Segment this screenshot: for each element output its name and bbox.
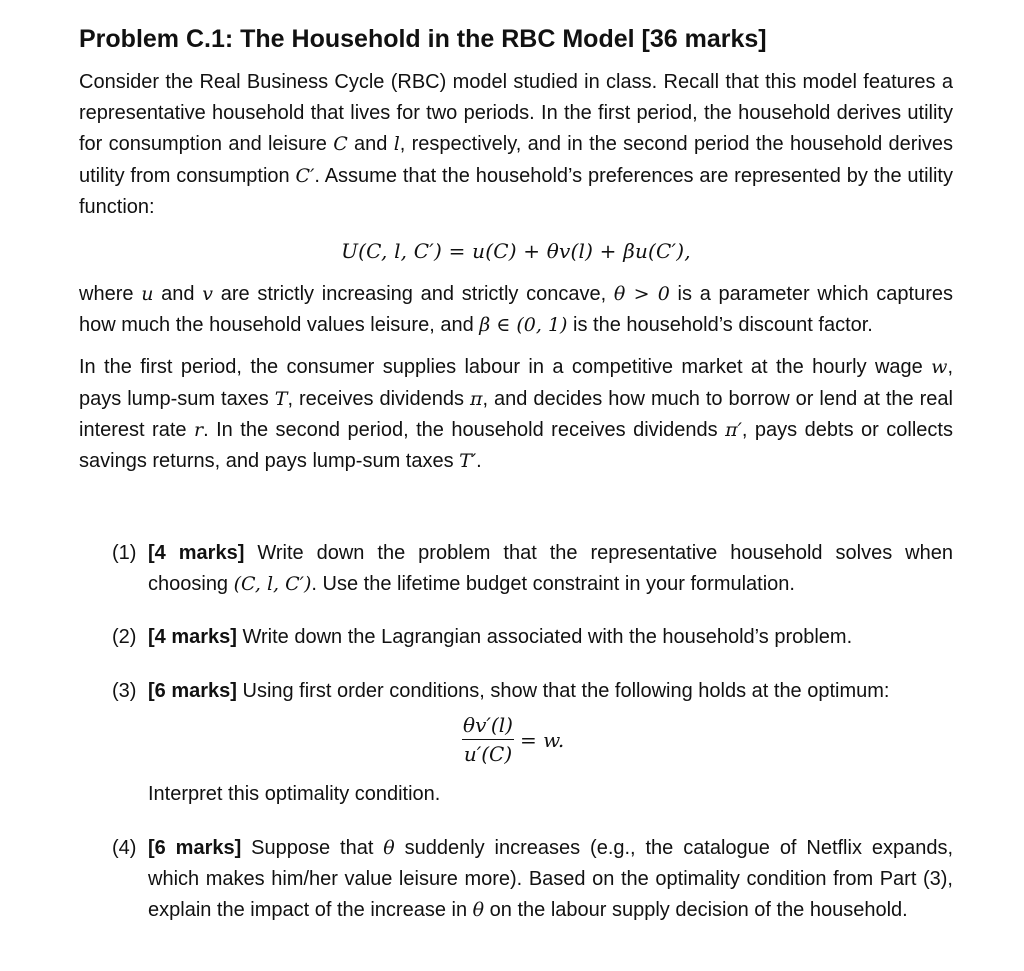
math-C: C <box>333 133 348 156</box>
period-paragraph: In the first period, the consumer supplies labour in a competitive market at the hourly wage w, pays lump-sum taxes T, receives dividends π, and decides how much to borrow or lend at the real interest rate r. In the second period, the household receives dividends π′, pays debts or collects savings returns, and pays lump-sum taxes T′. <box>79 356 953 473</box>
math-r: r <box>194 418 204 441</box>
math-T: T <box>274 387 288 410</box>
question-4: (4) [6 marks] Suppose that θ suddenly increases (e.g., the catalogue of Netflix expands, which makes him/her value leisure more). Based on the optimality condition from Part (3), explain the impact of the increase in θ on the labour supply decision of the household. <box>112 833 953 927</box>
math-w: w <box>931 356 948 379</box>
math-T-prime: T′ <box>459 450 477 473</box>
intro-paragraph: Consider the Real Business Cycle (RBC) model studied in class. Recall that this model features a representative household that lives for two periods. In the first period, the household derives utility for consumption and leisure C and l, respectively, and in the second period the household derives utility from consumption C′. Assume that the household’s preferences are represented by the utility function: <box>79 71 954 218</box>
fraction-bar <box>462 739 514 740</box>
problem-title: Problem C.1: The Household in the RBC Model [36 marks] <box>79 25 767 53</box>
where-paragraph: where u and v are strictly increasing and strictly concave, θ > 0 is a parameter which captures how much the household values leisure, and β ∈ (0, 1) is the household’s discount factor. <box>79 283 953 337</box>
question-marks: [6 marks] <box>148 837 242 859</box>
question-number: (2) <box>112 626 137 648</box>
math-theta: θ <box>472 899 485 922</box>
math-pi-prime: π′ <box>725 418 742 441</box>
interpret-line: Interpret this optimality condition. <box>148 783 441 805</box>
math-l: l <box>393 133 400 156</box>
math-theta: θ <box>383 837 395 859</box>
fraction-denominator: u′(C) <box>463 742 513 767</box>
question-1: (1) [4 marks] Write down the problem that the representative household solves when choosing (C, l, C′). Use the lifetime budget constraint in your formulation. <box>112 538 953 600</box>
question-number: (3) <box>112 680 137 702</box>
math-C-prime: C′ <box>295 164 315 187</box>
math-theta-condition: θ > 0 <box>613 283 670 306</box>
utility-equation: U(C, l, C′) = u(C) + θv(l) + βu(C′), <box>341 239 691 264</box>
question-2: (2) [4 marks] Write down the Lagrangian associated with the household’s problem. <box>112 622 953 653</box>
fraction-rhs: = w. <box>520 727 565 752</box>
optimality-condition <box>462 713 564 766</box>
question-number: (1) <box>112 542 137 564</box>
question-3: (3) [6 marks] Using first order conditions, show that the following holds at the optimum: <box>112 676 953 707</box>
question-marks: [4 marks] <box>148 626 237 648</box>
question-marks: [4 marks] <box>148 542 245 564</box>
math-choice-vars: (C, l, C′) <box>233 573 312 596</box>
math-pi: π <box>469 387 483 410</box>
question-marks: [6 marks] <box>148 680 237 702</box>
question-number: (4) <box>112 837 137 859</box>
math-u: u <box>141 283 154 306</box>
math-v: v <box>202 283 214 306</box>
problem-page <box>79 22 953 477</box>
fraction-numerator: θv′(l) <box>463 713 513 737</box>
math-beta-condition: β ∈ (0, 1) <box>479 314 568 337</box>
